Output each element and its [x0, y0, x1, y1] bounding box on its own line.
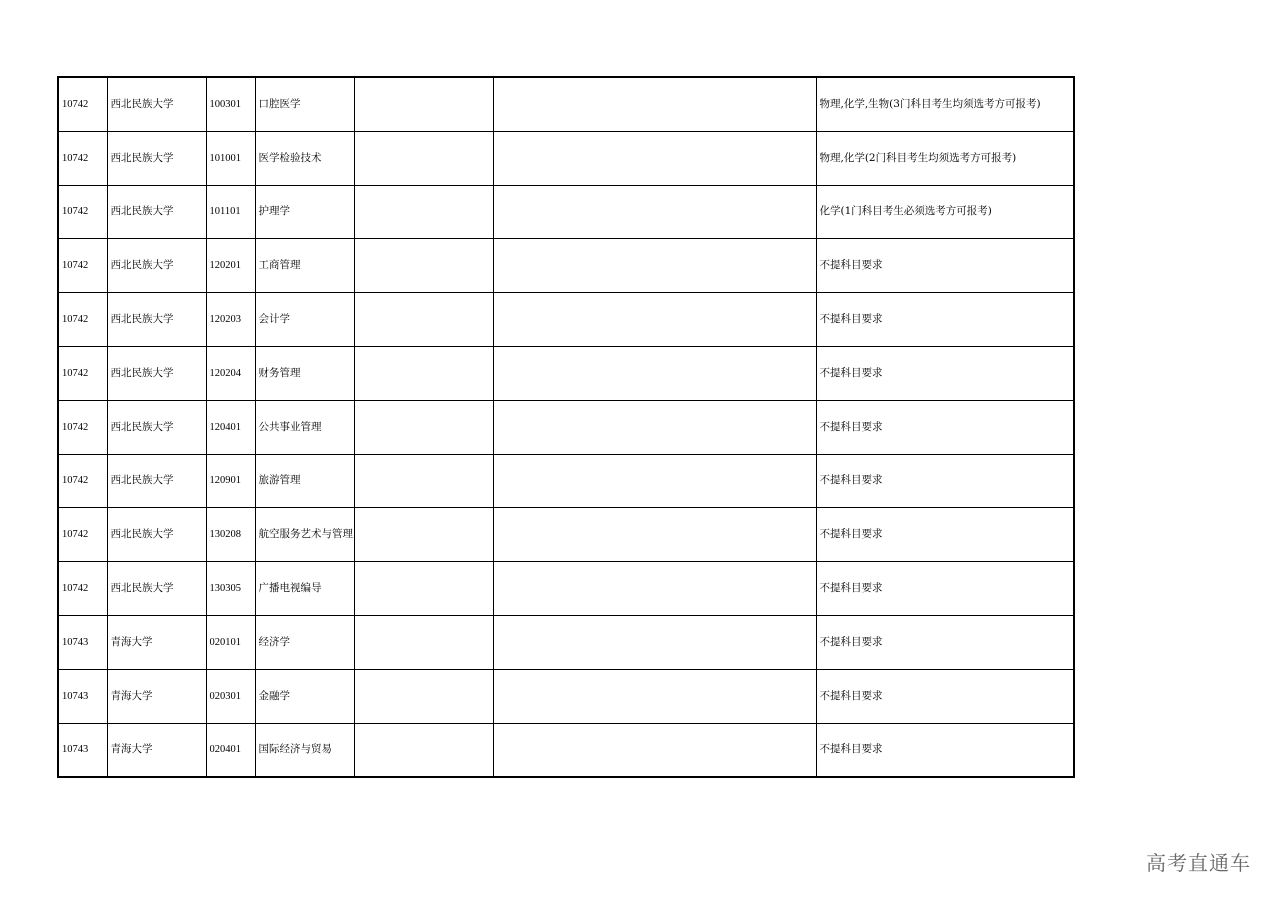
major-name-cell: 旅游管理	[255, 454, 354, 508]
table-row	[58, 131, 1074, 185]
blank-cell	[354, 346, 493, 400]
major-code-cell: 120401	[206, 400, 255, 454]
subject-requirement-cell: 不提科目要求	[816, 400, 1074, 454]
school-code-cell: 10742	[58, 239, 107, 293]
table-row	[58, 669, 1074, 723]
school-name-cell: 西北民族大学	[107, 346, 206, 400]
school-code-cell: 10742	[58, 562, 107, 616]
school-code-cell: 10742	[58, 131, 107, 185]
major-name-cell: 航空服务艺术与管理	[255, 508, 354, 562]
school-code-cell: 10742	[58, 400, 107, 454]
major-code-cell: 130208	[206, 508, 255, 562]
blank-cell	[493, 562, 816, 616]
watermark-logo: 高考直通车	[1146, 851, 1251, 875]
major-code-cell: 120901	[206, 454, 255, 508]
blank-cell	[354, 293, 493, 347]
school-code-cell: 10742	[58, 77, 107, 131]
blank-cell	[354, 615, 493, 669]
table-row	[58, 454, 1074, 508]
subject-requirement-cell: 不提科目要求	[816, 562, 1074, 616]
blank-cell	[493, 293, 816, 347]
subject-requirement-cell: 不提科目要求	[816, 293, 1074, 347]
school-code-cell: 10742	[58, 346, 107, 400]
subject-requirement-cell: 不提科目要求	[816, 346, 1074, 400]
school-name-cell: 西北民族大学	[107, 77, 206, 131]
table-row	[58, 400, 1074, 454]
major-name-cell: 经济学	[255, 615, 354, 669]
blank-cell	[493, 77, 816, 131]
blank-cell	[354, 239, 493, 293]
major-name-cell: 国际经济与贸易	[255, 723, 354, 777]
school-name-cell: 青海大学	[107, 669, 206, 723]
blank-cell	[493, 185, 816, 239]
major-name-cell: 工商管理	[255, 239, 354, 293]
major-name-cell: 广播电视编导	[255, 562, 354, 616]
subject-requirement-cell: 不提科目要求	[816, 723, 1074, 777]
major-name-cell: 金融学	[255, 669, 354, 723]
school-name-cell: 青海大学	[107, 723, 206, 777]
blank-cell	[493, 239, 816, 293]
blank-cell	[354, 77, 493, 131]
school-code-cell: 10743	[58, 615, 107, 669]
table-row	[58, 77, 1074, 131]
subject-requirement-cell: 不提科目要求	[816, 669, 1074, 723]
school-code-cell: 10743	[58, 723, 107, 777]
school-name-cell: 西北民族大学	[107, 239, 206, 293]
major-name-cell: 口腔医学	[255, 77, 354, 131]
blank-cell	[354, 669, 493, 723]
major-name-cell: 财务管理	[255, 346, 354, 400]
major-code-cell: 101101	[206, 185, 255, 239]
table-body	[58, 77, 1074, 777]
table-row	[58, 615, 1074, 669]
school-name-cell: 西北民族大学	[107, 293, 206, 347]
school-name-cell: 青海大学	[107, 615, 206, 669]
blank-cell	[354, 185, 493, 239]
major-code-cell: 100301	[206, 77, 255, 131]
school-code-cell: 10742	[58, 508, 107, 562]
requirements-table	[57, 76, 1075, 778]
blank-cell	[354, 508, 493, 562]
blank-cell	[493, 723, 816, 777]
table-row	[58, 508, 1074, 562]
blank-cell	[493, 131, 816, 185]
subject-requirement-cell: 不提科目要求	[816, 239, 1074, 293]
subject-requirement-cell: 物理,化学,生物(3门科目考生均须选考方可报考)	[816, 77, 1074, 131]
school-code-cell: 10742	[58, 454, 107, 508]
major-code-cell: 120201	[206, 239, 255, 293]
blank-cell	[354, 562, 493, 616]
table-row	[58, 346, 1074, 400]
school-code-cell: 10743	[58, 669, 107, 723]
blank-cell	[493, 615, 816, 669]
subject-requirement-cell: 不提科目要求	[816, 508, 1074, 562]
school-name-cell: 西北民族大学	[107, 400, 206, 454]
subject-requirement-cell: 不提科目要求	[816, 454, 1074, 508]
major-code-cell: 020301	[206, 669, 255, 723]
table-row	[58, 239, 1074, 293]
major-code-cell: 120204	[206, 346, 255, 400]
subject-requirement-cell: 物理,化学(2门科目考生均须选考方可报考)	[816, 131, 1074, 185]
school-name-cell: 西北民族大学	[107, 131, 206, 185]
major-name-cell: 会计学	[255, 293, 354, 347]
blank-cell	[354, 454, 493, 508]
blank-cell	[493, 346, 816, 400]
blank-cell	[354, 723, 493, 777]
major-code-cell: 120203	[206, 293, 255, 347]
school-name-cell: 西北民族大学	[107, 454, 206, 508]
blank-cell	[493, 508, 816, 562]
school-code-cell: 10742	[58, 185, 107, 239]
major-code-cell: 020401	[206, 723, 255, 777]
major-code-cell: 020101	[206, 615, 255, 669]
blank-cell	[354, 400, 493, 454]
subject-requirement-cell: 不提科目要求	[816, 615, 1074, 669]
blank-cell	[354, 131, 493, 185]
table-row	[58, 185, 1074, 239]
school-name-cell: 西北民族大学	[107, 508, 206, 562]
table-row	[58, 562, 1074, 616]
blank-cell	[493, 400, 816, 454]
school-name-cell: 西北民族大学	[107, 562, 206, 616]
school-name-cell: 西北民族大学	[107, 185, 206, 239]
blank-cell	[493, 454, 816, 508]
school-code-cell: 10742	[58, 293, 107, 347]
major-name-cell: 医学检验技术	[255, 131, 354, 185]
major-name-cell: 护理学	[255, 185, 354, 239]
subject-requirement-cell: 化学(1门科目考生必须选考方可报考)	[816, 185, 1074, 239]
major-code-cell: 101001	[206, 131, 255, 185]
major-code-cell: 130305	[206, 562, 255, 616]
table-row	[58, 723, 1074, 777]
major-name-cell: 公共事业管理	[255, 400, 354, 454]
table-row	[58, 293, 1074, 347]
blank-cell	[493, 669, 816, 723]
